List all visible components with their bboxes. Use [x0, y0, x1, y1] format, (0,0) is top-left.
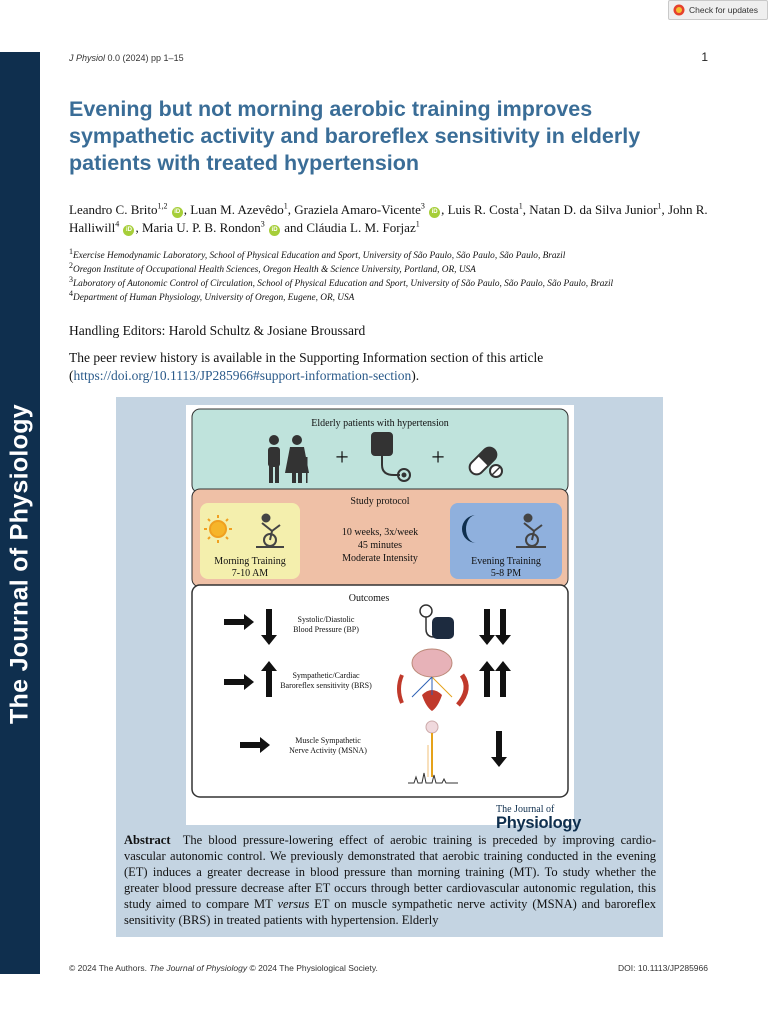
- affiliation-number: 4: [69, 288, 73, 298]
- orcid-icon[interactable]: iD: [269, 225, 280, 236]
- author: [190, 202, 288, 217]
- author: [142, 220, 281, 235]
- orcid-icon[interactable]: iD: [429, 207, 440, 218]
- evening-training-time: 5-8 PM: [490, 568, 522, 579]
- protocol-line-3: Moderate Intensity: [342, 553, 418, 564]
- affiliation: [69, 246, 729, 263]
- author: [448, 202, 523, 217]
- protocol-line-2: 45 minutes: [357, 540, 403, 551]
- abstract-text: [124, 832, 656, 928]
- peer-review-note: [69, 349, 669, 385]
- brs-label-line-2: Baroreflex sensitivity (BRS): [280, 681, 372, 690]
- copyright-footer: [69, 963, 378, 973]
- author: [529, 202, 661, 217]
- author-name: Graziela Amaro-Vicente: [294, 202, 421, 217]
- abstract-text-part-1: The blood pressure-lowering effect of aerobic training is preceded by improving cardio-vascular autonomic control. We previously demonstrated that aerobic training conducted in the evening (ET) induces a greater decrease in blood pressure than morning training (MT). To study whether the greater blood pressure decrease after ET occurs through better cardiovascular autonomic regulation, this study aimed to compare MT: [124, 833, 656, 911]
- affiliation: [69, 260, 729, 277]
- author: [306, 220, 419, 235]
- journal-logo-big: Physiology: [496, 814, 582, 832]
- orcid-icon[interactable]: iD: [123, 225, 134, 236]
- bp-label-line-1: Systolic/Diastolic: [297, 615, 355, 624]
- affiliation-text: Oregon Institute of Occupational Health Sciences, Oregon Health & Science University, Portland, OR, USA: [73, 265, 476, 275]
- protocol-line-1: 10 weeks, 3x/week: [341, 527, 419, 538]
- graphic-section1-title: Elderly patients with hypertension: [311, 418, 449, 429]
- running-head-journal: J Physiol: [69, 53, 106, 63]
- author-name: Luis R. Costa: [447, 202, 519, 217]
- affiliation-number: 3: [69, 274, 73, 284]
- morning-training-time: 7-10 AM: [231, 568, 269, 579]
- graphic-plus-2: +: [431, 445, 445, 471]
- author-name: Luan M. Azevêdo: [190, 202, 284, 217]
- author-name: Maria U. P. B. Rondon: [141, 220, 261, 235]
- abstract-label: Abstract: [124, 833, 171, 847]
- author-affiliation-number: 4: [115, 219, 120, 229]
- peer-review-link[interactable]: https://doi.org/10.1113/JP285966#support-information-section: [73, 368, 412, 383]
- affiliation-text: Department of Human Physiology, University of Oregon, Eugene, OR, USA: [73, 293, 355, 303]
- check-for-updates-label: Check for updates: [689, 5, 758, 15]
- author: [294, 202, 441, 217]
- author-affiliation-number: 1: [415, 219, 420, 229]
- author-affiliation-number: 1,2: [157, 201, 168, 211]
- running-head-citation: 0.0 (2024) pp 1–15: [105, 53, 184, 63]
- running-head: [69, 53, 184, 63]
- orcid-icon[interactable]: iD: [172, 207, 183, 218]
- journal-side-band-label: The Journal of Physiology: [5, 403, 34, 725]
- author-affiliation-number: 1: [518, 201, 523, 211]
- affiliation-number: 2: [69, 260, 73, 270]
- author-affiliation-number: 3: [260, 219, 265, 229]
- peer-review-end: ).: [411, 368, 420, 383]
- handling-editors: Handling Editors: Harold Schultz & Josiane Broussard: [69, 323, 366, 338]
- graphic-plus-1: +: [335, 445, 349, 471]
- author: [69, 202, 184, 217]
- evening-training-label: Evening Training: [471, 556, 541, 567]
- brs-label-line-1: Sympathetic/Cardiac: [292, 671, 360, 680]
- abstract-text-versus: versus: [277, 897, 310, 911]
- journal-logo: [496, 804, 581, 832]
- abstract-text-part-2: ET on muscle sympathetic nerve activity (MSNA) and baroreflex sensitivity (BRS) in treated patients with hypertension. Elderly: [124, 897, 656, 927]
- graphical-abstract: [186, 405, 574, 825]
- author-name: Natan D. da Silva Junior: [529, 202, 658, 217]
- graphic-section2-title: Study protocol: [350, 496, 410, 507]
- affiliation-text: Laboratory of Autonomic Control of Circulation, School of Physical Education and Sport, University of São Paulo, São Paulo, São Paulo, Brazil: [73, 279, 614, 289]
- author-affiliation-number: 1: [657, 201, 662, 211]
- affiliation: [69, 288, 729, 305]
- author-name: Cláudia L. M. Forjaz: [306, 220, 416, 235]
- journal-side-band: [0, 52, 40, 974]
- affiliation-text: Exercise Hemodynamic Laboratory, School of Physical Education and Sport, University of São Paulo, São Paulo, São Paulo, Brazil: [73, 251, 566, 261]
- page-number: 1: [701, 50, 708, 64]
- author-affiliation-number: 3: [420, 201, 425, 211]
- copyright-journal: The Journal of Physiology: [149, 963, 248, 973]
- copyright-part-1: © 2024 The Authors.: [69, 963, 150, 973]
- author-name: Leandro C. Brito: [69, 202, 158, 217]
- author-affiliation-number: 1: [283, 201, 288, 211]
- copyright-part-2: © 2024 The Physiological Society.: [247, 963, 378, 973]
- graphic-section3-title: Outcomes: [348, 593, 390, 604]
- article-title: Evening but not morning aerobic training improves sympathetic activity and baroreflex sensitivity in elderly patients with treated hypertension: [69, 97, 641, 175]
- affiliation-number: 1: [69, 246, 73, 256]
- msna-label-line-1: Muscle Sympathetic: [295, 736, 361, 745]
- crossmark-icon: [673, 4, 685, 16]
- affiliation: [69, 274, 729, 291]
- peer-review-text: The peer review history is available in the Supporting Information section of this article (: [69, 350, 544, 383]
- doi-footer[interactable]: DOI: 10.1113/JP285966: [618, 963, 708, 973]
- msna-label-line-2: Nerve Activity (MSNA): [289, 746, 367, 755]
- journal-logo-small: The Journal of: [496, 804, 555, 815]
- bp-label-line-2: Blood Pressure (BP): [293, 625, 359, 634]
- author-name: John R. Halliwill: [69, 202, 708, 235]
- morning-training-label: Morning Training: [214, 556, 286, 567]
- affiliation-list: [69, 246, 729, 305]
- check-for-updates-button[interactable]: [668, 0, 768, 20]
- author-list: Leandro C. Brito$^{1,2}$ iD , Luan M. Azevêdo$^1$, Graziela Amaro-Vicente$^3$ iD , Luis R. Costa$^1$, Natan D. da Silva Junior$^1$, John R. Halliwill$^4$ iD , Maria U. P. B. Rondon$^3$ iD and Cláudia L. M. Forjaz$^1$: [69, 201, 708, 235]
